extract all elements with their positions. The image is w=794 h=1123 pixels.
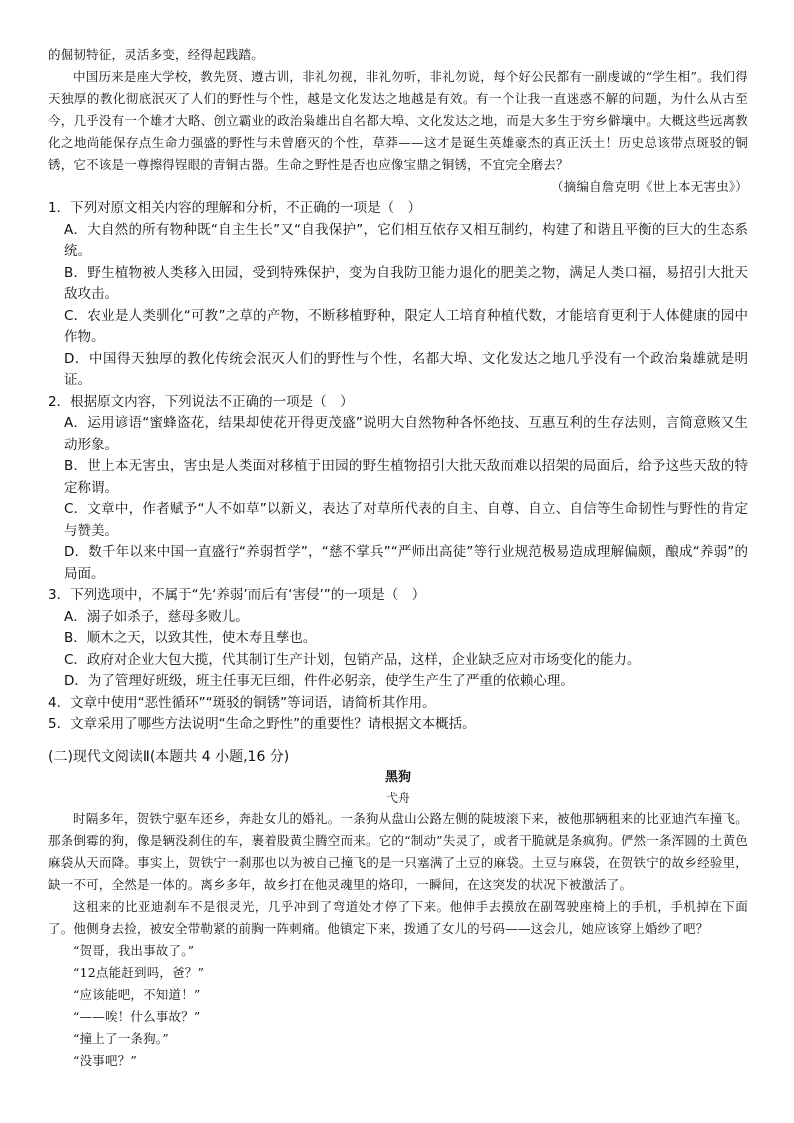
question-option: B．野生植物被人类移入田园，受到特殊保护，变为自我防卫能力退化的肥美之物，满足人类口福，易招引大批天敌攻击。 xyxy=(64,264,748,302)
question-2 xyxy=(48,392,748,586)
question-option: C．政府对企业大包大揽，代其制订生产计划，包销产品，这样，企业缺乏应对市场变化的能力。 xyxy=(64,651,641,668)
story-paragraph: 这租来的比亚迪刹车不是很灵光，几乎冲到了弯道处才停了下来。他伸手去摸放在副驾驶座椅上的手机，手机掉在下面了。他侧身去捡，被安全带勒紧的前胸一阵刺痛。他镇定下来，拨通了女儿的号码——这会儿，她应该穿上婚纱了吧？ xyxy=(48,898,748,936)
question-1 xyxy=(48,198,748,392)
dialogue-line: “撞上了一条狗。” xyxy=(73,1030,169,1046)
question-list xyxy=(48,198,748,736)
passage-source: （摘编自詹克明《世上本无害虫》） xyxy=(551,179,748,194)
story-body xyxy=(48,808,748,1072)
story-paragraph: 时隔多年，贺铁宁驱车还乡，奔赴女儿的婚礼。一条狗从盘山公路左侧的陡坡滚下来，被他那辆租来的比亚迪汽车撞飞。那条倒霉的狗，像是辆没刹住的车，裹着股黄尘腾空而来。它的“制动”失灵了，或者干脆就是条疯狗。俨然一条浑圆的土黄色麻袋从天而降。事实上，贺铁宁一刹那也以为被自己撞飞的是一只塞满了土豆的麻袋。土豆与麻袋，在贺铁宁的故乡经验里，缺一不可，全然是一体的。离乡多年，故乡打在他灵魂里的烙印，一瞬间，在这突发的状况下被激活了。 xyxy=(48,810,748,892)
story-author: 弋舟 xyxy=(385,790,410,805)
passage-excerpt xyxy=(48,44,748,198)
question-option: D．数千年以来中国一直盛行“养弱哲学”，“慈不掌兵”“严师出高徒”等行业规范极易造成理解偏颇，酿成“养弱”的局面。 xyxy=(64,544,748,582)
question-option: A．溺子如杀子，慈母多败儿。 xyxy=(64,608,249,625)
question-option: D．中国得天独厚的教化传统会泯灭人们的野性与个性，名都大埠、文化发达之地几乎没有一个政治枭雄就是明证。 xyxy=(64,350,748,388)
question-option: D．为了管理好班级，班主任事无巨细，件件必躬亲，使学生产生了严重的依赖心理。 xyxy=(64,673,574,689)
question-option: B．世上本无害虫，害虫是人类面对移植于田园的野生植物招引大批天敌而难以招架的局面后，给予这些天敌的特定称谓。 xyxy=(64,458,748,496)
dialogue-line: “12点能赶到吗，爸？” xyxy=(73,964,205,980)
question-option: B．顺木之天，以致其性，使木寿且孳也。 xyxy=(64,630,317,646)
question-option: C．农业是人类驯化“可教”之草的产物，不断移植野种，限定人工培育种植代数，才能培育更利于人体健康的园中作物。 xyxy=(64,307,748,345)
passage-paragraph: 的倔韧特征，灵活多变，经得起践踏。 xyxy=(48,47,264,62)
question-4: 4．文章中使用“恶性循环”“斑驳的铜锈”等词语，请简析其作用。 xyxy=(48,694,436,711)
question-stem: 3．下列选项中，不属于“先‘养弱’而后有‘害侵’”的一项是（ ） xyxy=(48,587,426,603)
question-3 xyxy=(48,585,748,693)
question-option: C．文章中，作者赋予“人不如草”以新义，表达了对草所代表的自主、自尊、自立、自信等生命韧性与野性的肯定与赞美。 xyxy=(64,501,748,539)
dialogue-line: “应该能吧，不知道！” xyxy=(73,986,201,1002)
passage-paragraph: 中国历来是座大学校，教先贤、遵古训，非礼勿视，非礼勿听，非礼勿说，每个好公民都有一副虔诚的“学生相”。我们得天独厚的教化彻底泯灭了人们的野性与个性，越是文化发达之地越是有效。有一个让我一直迷惑不解的问题，为什么从古至今，几乎没有一个雄才大略、创立霸业的政治枭雄出自名都大埠、文化发达之地，而是大多生于穷乡僻壤中。大概这些远离教化之地尚能保存点生命力强盛的野性与未曾磨灭的个性，草莽——这才是诞生英雄豪杰的真正沃土！历史总该带点斑驳的铜锈，它不该是一尊擦得锃眼的青铜古器。生命之野性是否也应像宝鼎之铜锈，不宜完全磨去？ xyxy=(48,69,748,172)
question-stem: 2．根据原文内容，下列说法不正确的一项是（ ） xyxy=(48,393,354,410)
question-5: 5．文章采用了哪些方法说明“生命之野性”的重要性？请根据文本概括。 xyxy=(48,716,476,732)
dialogue-line: “没事吧？” xyxy=(73,1052,137,1068)
question-option: A．运用谚语“蜜蜂盗花，结果却使花开得更茂盛”说明大自然物种各怀绝技、互惠互利的生存法则，言简意赅又生动形象。 xyxy=(64,415,748,453)
exam-page xyxy=(48,44,748,1072)
question-option: A．大自然的所有物种既“自主生长”又“自我保护”，它们相互依存又相互制约，构建了和谐且平衡的巨大的生态系统。 xyxy=(64,221,748,259)
question-stem: 1．下列对原文相关内容的理解和分析，不正确的一项是（ ） xyxy=(48,200,422,216)
section-heading: (二)现代文阅读Ⅱ(本题共 4 小题,16 分) xyxy=(48,748,290,765)
dialogue-line: “——唉！什么事故？” xyxy=(73,1008,201,1024)
story-title: 黑狗 xyxy=(384,769,411,785)
dialogue-line: “贺哥，我出事故了。” xyxy=(73,942,195,958)
